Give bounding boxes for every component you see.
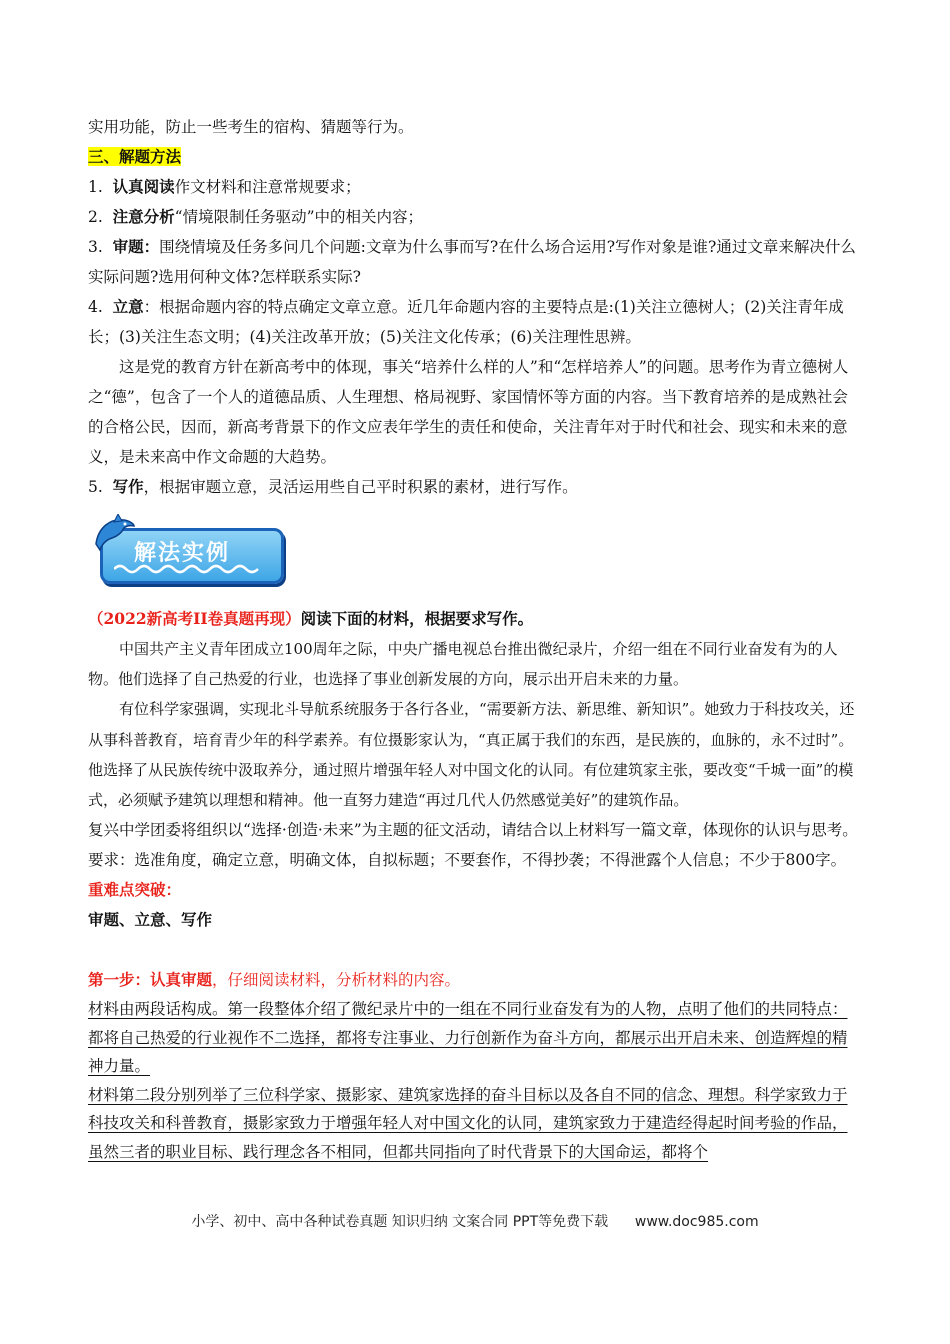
example-source: （2022新高考II卷真题再现） [88, 609, 301, 628]
method-item-3: 3. 审题：围绕情境及任务多问几个问题:文章为什么事而写?在什么场合运用?写作对象是谁?通过文章来解决什么实际问题?选用何种文体?怎样联系实际? [88, 237, 856, 286]
step1-paragraph-1: 材料由两段话构成。第一段整体介绍了微纪录片中的一组在不同行业奋发有为的人物，点明了他们的共同特点：都将自己热爱的行业视作不二选择，都将专注事业、力行创新作为奋斗方向，都展示出开启未来、创造辉煌的精神力量。 [88, 1000, 848, 1076]
example-paragraph-3: 复兴中学团委将组织以“选择·创造·未来”为主题的征文活动，请结合以上材料写一篇文章，体现你的认识与思考。 [88, 821, 858, 840]
method-item-5: 5. 写作，根据审题立意，灵活运用些自己平时积累的素材，进行写作。 [88, 477, 578, 496]
step1-heading: 第一步：认真审题，仔细阅读材料，分析材料的内容。 [88, 970, 461, 990]
section-heading-text: 三、解题方法 [88, 147, 182, 166]
spacer [88, 935, 862, 965]
example-paragraph-2: 有位科学家强调，实现北斗导航系统服务于各行各业，“需要新方法、新思维、新知识”。她致力于科技攻关，还从事科普教育，培育青少年的科学素养。有位摄影家认为，“真正属于我们的东西，是民族的，血脉的，永不过时”。他选择了从民族传统中汲取养分，通过照片增强年轻人对中国文化的认同。有位建筑家主张，要改变“千城一面”的模式，必须赋予建筑以理想和精神。他一直努力建造“再过几代人仍然感觉美好”的建筑作品。 [88, 700, 855, 810]
example-requirements: 要求：选准角度，确定立意，明确文体，自拟标题；不要套作，不得抄袭；不得泄露个人信息；不少于800字。 [88, 851, 847, 870]
paragraph: 这是党的教育方针在新高考中的体现，事关“培养什么样的人”和“怎样培养人”的问题。思考作为青立德树人之“德”，包含了一个人的道德品质、人生理想、格局视野、家国情怀等方面的内容。当下教育培养的是成熟社会的合格公民，因而，新高考背景下的作文应表年学生的责任和使命，关注青年对于时代和社会、现实和未来的意义，是未来高中作文命题的大趋势。 [88, 358, 849, 466]
method-item-4: 4. 立意：根据命题内容的特点确定文章立意。近几年命题内容的主要特点是:(1)关注立德树人；(2)关注青年成长；(3)关注生态文明；(4)关注改革开放；(5)关注文化传承；(6)关注理性思辨。 [88, 297, 844, 346]
text-line: 实用功能，防止一些考生的宿构、猜题等行为。 [88, 118, 414, 136]
footer-text: 小学、初中、高中各种试卷真题 知识归纳 文案合同 PPT等免费下载 [191, 1214, 609, 1230]
key-points-label: 重难点突破： [88, 880, 182, 900]
page-footer [0, 1211, 950, 1231]
footer-url[interactable]: www.doc985.com [634, 1214, 759, 1230]
example-paragraph-1: 中国共产主义青年团成立100周年之际，中央广播电视总台推出微纪录片，介绍一组在不同行业奋发有为的人物。他们选择了自己热爱的行业，也选择了事业创新发展的方向，展示出开启未来的力量。 [88, 640, 838, 689]
section-heading [88, 142, 862, 172]
example-header [88, 604, 862, 634]
example-banner [92, 514, 282, 594]
step1-paragraph-2: 材料第二段分别列举了三位科学家、摄影家、建筑家选择的奋斗目标以及各自不同的信念、理想。科学家致力于科技攻关和科普教育，摄影家致力于增强年轻人对中国文化的认同，建筑家致力于建造经得起时间考验的作品，虽然三者的职业目标、践行理念各不相同，但都共同指向了时代背景下的大国命运，都将个 [88, 1085, 848, 1161]
method-item-1: 1. 认真阅读作文材料和注意常规要求； [88, 177, 361, 196]
banner-label: 解法实例 [134, 541, 231, 566]
key-points-text: 审题、立意、写作 [88, 910, 213, 930]
method-item-2: 2. 注意分析“情境限制任务驱动”中的相关内容； [88, 207, 424, 226]
dolphin-icon [92, 514, 136, 554]
example-instruction: 阅读下面的材料，根据要求写作。 [300, 609, 534, 628]
document-page [88, 112, 862, 1166]
